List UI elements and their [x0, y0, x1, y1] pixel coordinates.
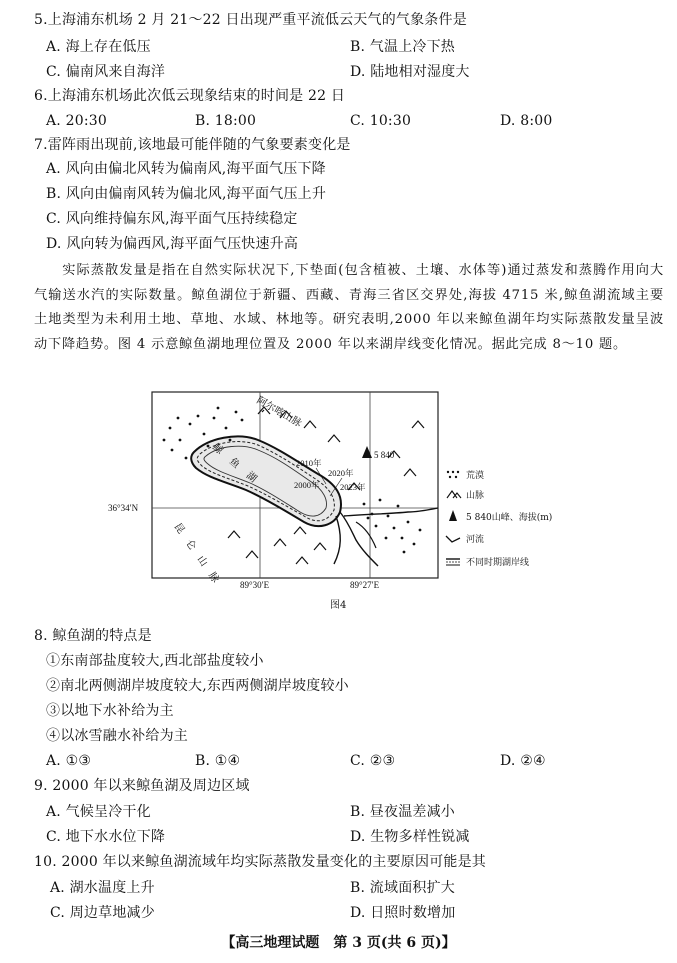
legend-peak-icon	[449, 510, 457, 521]
q6-stem: 6.上海浦东机场此次低云现象结束的时间是 22 日	[34, 88, 346, 104]
q5-option-d: D. 陆地相对湿度大	[350, 64, 470, 80]
q9-stem: 9. 2000 年以来鲸鱼湖及周边区域	[34, 778, 250, 794]
map-svg	[108, 388, 592, 614]
q10-option-c: C. 周边草地减少	[50, 905, 155, 921]
q8-statement-4: ④以冰雪融水补给为主	[46, 728, 188, 744]
peak-icon	[362, 446, 372, 458]
legend-desert-label: 荒漠	[466, 471, 485, 481]
q6-option-d: D. 8:00	[500, 113, 553, 129]
q10-option-d: D. 日照时数增加	[350, 905, 456, 921]
q7-option-c: C. 风向维持偏东风,海平面气压持续稳定	[46, 211, 298, 227]
q8-option-b: B. ①④	[195, 753, 241, 769]
legend-river-icon	[446, 536, 460, 542]
q5-option-c: C. 偏南风来自海洋	[46, 64, 166, 80]
year-2023-label: 2023年	[340, 482, 366, 492]
q8-statement-2: ②南北两侧湖岸坡度较大,东西两侧湖岸坡度较小	[46, 678, 349, 694]
year-2010-label: 2010年	[296, 458, 322, 468]
year-2020-label: 2020年	[328, 468, 354, 478]
q5-option-b: B. 气温上冷下热	[350, 39, 455, 55]
q6-option-c: C. 10:30	[350, 113, 412, 129]
q10-option-b: B. 流域面积扩大	[350, 880, 455, 896]
longitude-left-label: 89°30′E	[240, 580, 270, 590]
q8-option-d: D. ②④	[500, 753, 546, 769]
latitude-label: 36°34′N	[108, 503, 139, 513]
reading-passage	[34, 259, 664, 357]
lake-name-label: 鲸鱼湖	[210, 441, 268, 493]
river-east	[344, 508, 438, 516]
legend-desert-icon	[447, 471, 459, 478]
q7-option-d: D. 风向转为偏西风,海平面气压快速升高	[46, 236, 299, 252]
q6-option-a: A. 20:30	[46, 113, 107, 129]
q10-stem: 10. 2000 年以来鲸鱼湖流域年均实际蒸散发量变化的主要原因可能是其	[34, 854, 486, 870]
desert-dots-southeast	[363, 499, 422, 554]
q9-option-b: B. 昼夜温差减小	[350, 804, 455, 820]
q8-statement-1: ①东南部盐度较大,西北部盐度较小	[46, 653, 264, 669]
legend-shoreline-icon	[446, 559, 460, 565]
page-footer: 【高三地理试题 第 3 页(共 6 页)】	[221, 935, 456, 951]
q5-stem: 5.上海浦东机场 2 月 21～22 日出现严重平流低云天气的气象条件是	[34, 12, 467, 28]
peak-label: 5 840	[374, 450, 395, 460]
q7-option-a: A. 风向由偏北风转为偏南风,海平面气压下降	[46, 161, 326, 177]
legend-peak-label: 5 840山峰、海拔(m)	[466, 513, 553, 523]
longitude-right-label: 89°27′E	[350, 580, 380, 590]
legend-mountain-label: 山脉	[466, 491, 485, 501]
q7-option-b: B. 风向由偏南风转为偏北风,海平面气压上升	[46, 186, 327, 202]
river-southwest	[334, 516, 340, 564]
q5-option-a: A. 海上存在低压	[46, 39, 151, 55]
q8-statement-3: ③以地下水补给为主	[46, 703, 174, 719]
q7-stem: 7.雷阵雨出现前,该地最可能伴随的气象要素变化是	[34, 137, 351, 153]
legend-river-label: 河流	[466, 535, 485, 545]
q9-option-c: C. 地下水水位下降	[46, 829, 166, 845]
mountain-south-label: 昆仑山脉	[171, 521, 227, 594]
legend-mountain-icon	[447, 491, 461, 498]
passage-text: 实际蒸散发量是指在自然实际状况下,下垫面(包含植被、土壤、水体等)通过蒸发和蒸腾作用向大气输送水汽的实际数量。鲸鱼湖位于新疆、西藏、青海三省区交界处,海拔 4715 米,鲸鱼湖流域主要土地类型为未利用土地、草地、水域、林地等。研究表明,2000 年以来鲸鱼湖年均实际蒸散发量呈波动下降趋势。图 4 示意鲸鱼湖地理位置及 2000 年以来湖岸线变化情况。据此完成 8～10 题。	[34, 263, 664, 352]
q6-option-b: B. 18:00	[195, 113, 257, 129]
mountain-north-label: 阿尔喀山脉	[254, 395, 304, 430]
q9-option-a: A. 气候呈冷干化	[46, 804, 151, 820]
legend-shoreline-label: 不同时期湖岸线	[466, 558, 530, 568]
q10-option-a: A. 湖水温度上升	[50, 880, 155, 896]
q8-option-a: A. ①③	[46, 753, 92, 769]
year-2000-label: 2000年	[294, 480, 320, 490]
map-legend	[446, 469, 552, 568]
q8-stem: 8. 鲸鱼湖的特点是	[34, 628, 152, 644]
q9-option-d: D. 生物多样性锐减	[350, 829, 470, 845]
figure-4-map	[108, 388, 592, 614]
q8-option-c: C. ②③	[350, 753, 396, 769]
figure-caption: 图4	[330, 600, 347, 611]
